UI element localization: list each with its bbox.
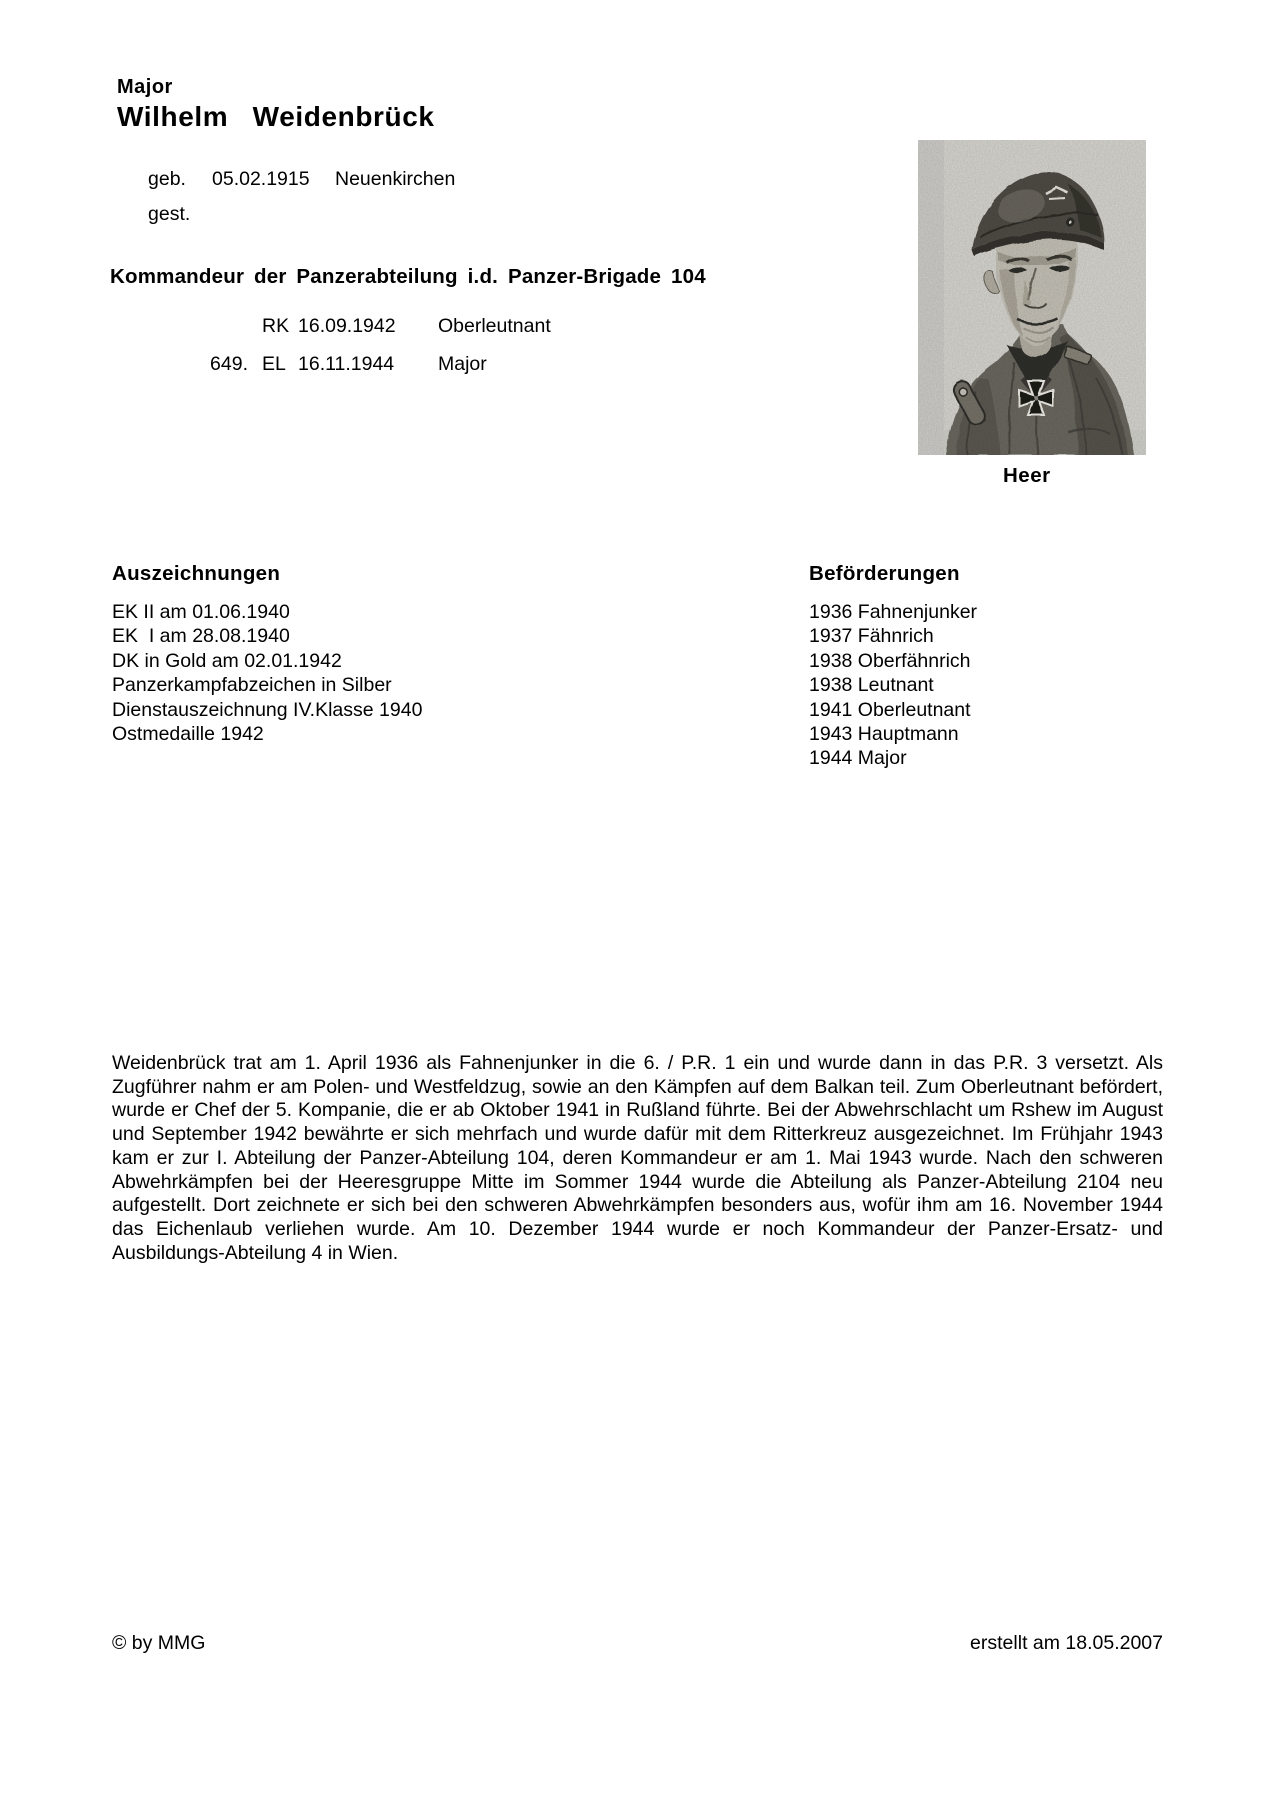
- decoration-item: EK I am 28.08.1940: [112, 625, 290, 648]
- birth-place: Neuenkirchen: [335, 168, 456, 190]
- award-rank: Oberleutnant: [438, 315, 551, 337]
- birth-date: 05.02.1915: [212, 168, 310, 190]
- decorations-list: [112, 600, 422, 746]
- award-date: 16.09.1942: [298, 315, 396, 337]
- decoration-item: Panzerkampfabzeichen in Silber: [112, 674, 392, 697]
- promotions-list: [809, 600, 977, 771]
- promotion-item: 1938 Oberfähnrich: [809, 649, 971, 672]
- knights-cross-block: [100, 314, 551, 376]
- award-row: [100, 352, 551, 376]
- award-rank: Major: [438, 353, 487, 375]
- person-name: Wilhelm Weidenbrück: [117, 101, 435, 132]
- award-code: RK: [262, 315, 290, 337]
- promotion-item: 1937 Fähnrich: [809, 625, 934, 648]
- award-number: 649.: [210, 353, 248, 375]
- death-row: [148, 203, 335, 226]
- biography-text: Weidenbrück trat am 1. April 1936 als Fahnenjunker in die 6. / P.R. 1 ein und wurde dann in das P.R. 3 versetzt. Als Zugführer nahm er am Polen- und Westfeldzug, sowie an den Kämpfen auf dem Balkan teil. Zum Oberleutnant befördert, wurde er Chef der 5. Kompanie, die er ab Oktober 1941 in Rußland führte. Bei der Abwehrschlacht um Rshew im August und September 1942 bewährte er sich mehrfach und wurde dafür mit dem Ritterkreuz ausgezeichnet. Im Frühjahr 1943 kam er zur I. Abteilung der Panzer-Abteilung 104, deren Kommandeur er am 1. Mai 1943 wurde. Nach den schweren Abwehrkämpfen bei der Heeresgruppe Mitte im Sommer 1944 wurde die Abteilung als Panzer-Abteilung 2104 neu aufgestellt. Dort zeichnete er sich bei den schweren Abwehrkämpfen besonders aus, wofür ihm am 16. November 1944 das Eichenlaub verliehen wurde. Am 10. Dezember 1944 wurde er noch Kommandeur der Panzer-Ersatz- und Ausbildungs-Abteilung 4 in Wien.: [112, 1052, 1163, 1264]
- birth-row: [148, 168, 455, 191]
- death-label: gest.: [148, 203, 191, 225]
- promotion-item: 1936 Fahnenjunker: [809, 601, 978, 623]
- promotions-header: Beförderungen: [809, 562, 960, 585]
- promotion-item: 1944 Major: [809, 747, 907, 770]
- rank-title: Major: [117, 76, 173, 98]
- copyright-note: © by MMG: [112, 1632, 206, 1654]
- decoration-item: Dienstauszeichnung IV.Klasse 1940: [112, 698, 423, 721]
- promotion-item: 1941 Oberleutnant: [809, 698, 971, 721]
- birth-label: geb.: [148, 168, 186, 190]
- decoration-item: Ostmedaille 1942: [112, 723, 264, 746]
- decoration-item: DK in Gold am 02.01.1942: [112, 649, 342, 672]
- award-date: 16.11.1944: [298, 353, 395, 375]
- created-date: erstellt am 18.05.2007: [970, 1632, 1163, 1654]
- decorations-header: Auszeichnungen: [112, 562, 281, 585]
- portrait-sketch: [918, 140, 1146, 455]
- award-code: EL: [262, 353, 286, 375]
- decoration-item: EK II am 01.06.1940: [112, 601, 290, 623]
- award-number: [100, 314, 250, 338]
- position-title: Kommandeur der Panzerabteilung i.d. Panzer-Brigade 104: [110, 265, 706, 288]
- promotion-item: 1943 Hauptmann: [809, 723, 959, 746]
- award-row: [100, 314, 551, 338]
- promotion-item: 1938 Leutnant: [809, 674, 934, 697]
- branch-label: Heer: [1003, 464, 1051, 487]
